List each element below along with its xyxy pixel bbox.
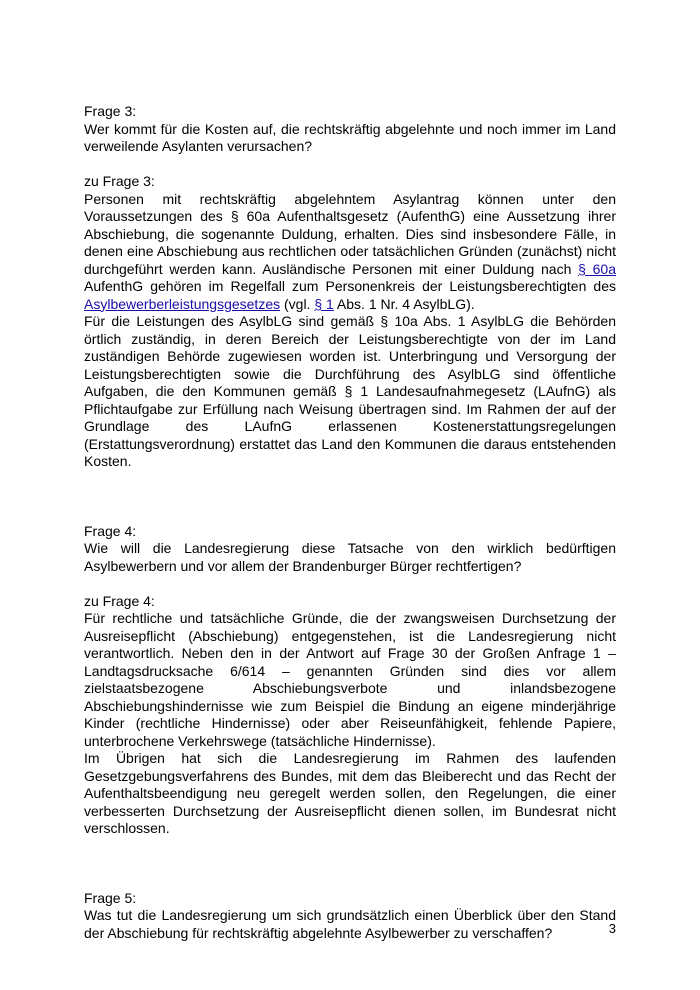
link-asylbewerberleistungsgesetz[interactable]: Asylbewerberleistungsgesetzes bbox=[84, 295, 281, 312]
question-4-heading: Frage 4: bbox=[84, 522, 137, 539]
answer-3-text-part-3: (vgl. bbox=[280, 295, 315, 312]
page-number: 3 bbox=[608, 921, 616, 936]
answer-3-text-part-1: Personen mit rechtskräftig abgelehntem Asylantrag können unter den Voraussetzungen des § 60a Aufenthaltsgesetz (AufenthG) eine Aussetzung ihrer Abschiebung, die sogenannte Duldung, erhalten. Dies sind insbesondere Fälle, in denen eine Abschiebung aus rechtlichen oder tatsächlichen Gründen (zunächst) nicht durchgeführt werden kann. Ausländische Personen mit einer Duldung nach bbox=[84, 190, 616, 277]
question-3-text: Wer kommt für die Kosten auf, die rechtskräftig abgelehnte und noch immer im Land verweilende Asylanten verursachen? bbox=[84, 120, 616, 154]
question-5-heading: Frage 5: bbox=[84, 889, 137, 906]
answer-4-paragraph-2: Im Übrigen hat sich die Landesregierung im Rahmen des laufenden Gesetzgebungsverfahrens des Bundes, mit dem das Bleiberecht und das Recht der Aufenthaltsbeendigung neu geregelt werden sollen, den Regelungen, die einer verbesserten Durchsetzung der Ausreisepflicht dienen sollen, im Bundesrat nicht verschlossen. bbox=[84, 750, 616, 836]
link-paragraph-1[interactable]: § 1 bbox=[314, 295, 334, 312]
answer-3-paragraph-1 bbox=[84, 191, 616, 314]
answer-4-heading: zu Frage 4: bbox=[84, 592, 155, 609]
answer-3-heading: zu Frage 3: bbox=[84, 173, 155, 189]
question-4-text: Wie will die Landesregierung diese Tatsache von den wirklich bedürftigen Asylbewerbern und vor allem der Brandenburger Bürger rechtfertigen? bbox=[84, 540, 616, 574]
question-3-heading: Frage 3: bbox=[84, 103, 137, 119]
answer-4-paragraph-1: Für rechtliche und tatsächliche Gründe, die der zwangsweisen Durchsetzung der Ausreisepflicht (Abschiebung) entgegenstehen, ist die Landesregierung nicht verantwortlich. Neben den in der Antwort auf Frage 30 der Großen Anfrage 1 – Landtagsdrucksache 6/614 – genannten Gründen sind dies vor allem zielstaatsbezogene Abschiebungsverbote und inlandsbezogene Abschiebungshindernisse wie zum Beispiel die Bindung an eigene minderjährige Kinder (rechtliche Hindernisse) oder aber Reiseunfähigkeit, fehlende Papiere, unterbrochene Verkehrswege (tatsächliche Hindernisse). bbox=[84, 610, 616, 749]
answer-3-paragraph-2: Für die Leistungen des AsylbLG sind gemäß § 10a Abs. 1 AsylbLG die Behörden örtlich zuständig, in deren Bereich der Leistungsberechtigte von der im Land zuständigen Behörde zugewiesen worden ist. Unterbringung und Versorgung der Leistungsberechtigten sowie die Durchführung des AsylbLG sind öffentliche Aufgaben, die den Kommunen gemäß § 1 Landesaufnahmegesetz (LAufnG) als Pflichtaufgabe zur Erfüllung nach Weisung übertragen sind. Im Rahmen der auf der Grundlage des LAufnG erlassenen Kostenerstattungsregelungen (Erstattungsverordnung) erstattet das Land den Kommunen die daraus entstehenden Kosten. bbox=[84, 313, 616, 469]
link-paragraph-60a[interactable]: § 60a bbox=[578, 260, 616, 277]
question-5-text: Was tut die Landesregierung um sich grundsätzlich einen Überblick über den Stand der Abschiebung für rechtskräftig abgelehnte Asylbewerber zu verschaffen? bbox=[84, 907, 616, 941]
answer-3-text-part-4: Abs. 1 Nr. 4 AsylbLG). bbox=[333, 295, 475, 312]
answer-3-text-part-2: AufenthG gehören im Regelfall zum Personenkreis der Leistungsberechtigten des bbox=[84, 278, 616, 294]
document-body bbox=[84, 103, 616, 942]
